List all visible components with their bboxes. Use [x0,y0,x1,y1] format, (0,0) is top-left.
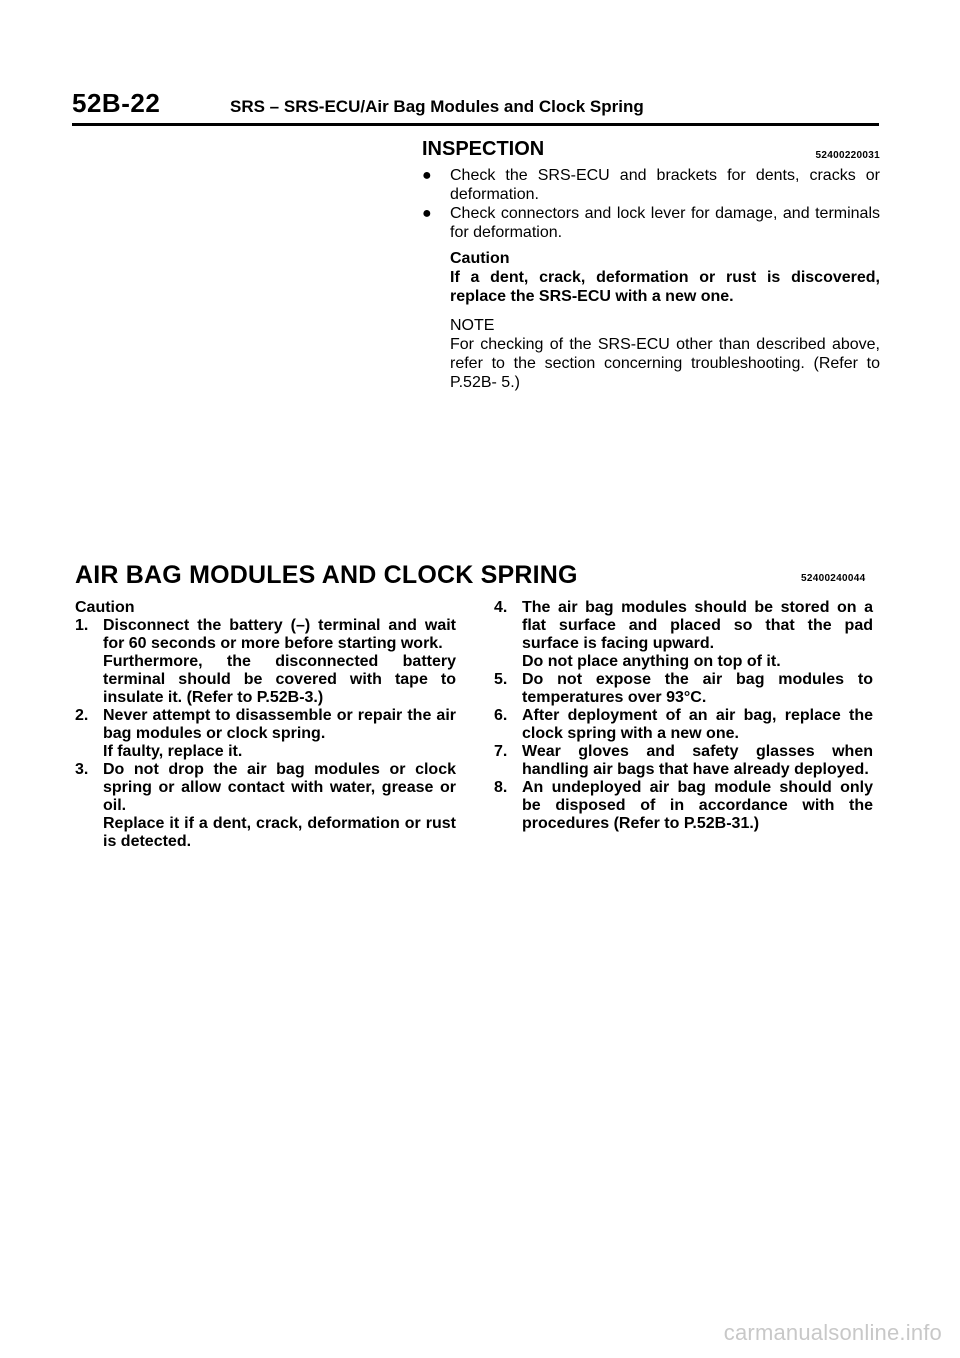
caution-item [494,707,873,743]
inspection-section [422,140,880,392]
caution-item-number: 2. [75,707,89,724]
caution-item [494,743,873,779]
caution-item-number: 3. [75,761,89,778]
caution-item-text: Do not expose the air bag modules to temperatures over 93°C. [522,671,873,706]
caution-item-number: 4. [494,599,508,616]
inspection-bullet [422,204,880,242]
caution-item-number: 8. [494,779,508,796]
caution-item-text: An undeployed air bag module should only be disposed of in accordance with the procedures (Refer to P.52B-31.) [522,779,873,832]
header-rule [72,123,879,126]
caution-item-subtext: If faulty, replace it. [103,743,243,760]
inspection-caution-block [422,249,880,392]
caution-item-subtext: Furthermore, the disconnected battery terminal should be covered with tape to insulate it. (Refer to P.52B-3.) [103,653,456,706]
inspection-heading [422,140,880,166]
caution-item-number: 5. [494,671,508,688]
inspection-caution-text: If a dent, crack, deformation or rust is discovered, replace the SRS-ECU with a new one. [450,269,880,305]
inspection-note-label: NOTE [450,317,495,334]
modules-title: AIR BAG MODULES AND CLOCK SPRING [75,561,578,589]
inspection-title: INSPECTION [422,138,545,160]
page-number: 52B-22 [72,88,161,118]
bullet-dot-icon: ● [422,167,432,184]
caution-item-text: The air bag modules should be stored on a flat surface and placed so that the pad surface is facing upward. [522,599,873,652]
inspection-bullet-text: Check the SRS-ECU and brackets for dents, cracks or deformation. [450,167,880,203]
caution-item-number: 6. [494,707,508,724]
caution-item-text: Never attempt to disassemble or repair the air bag modules or clock spring. [103,707,456,742]
modules-left-column [75,599,456,851]
caution-item [75,617,456,707]
caution-item [75,761,456,851]
inspection-note-text: For checking of the SRS-ECU other than described above, refer to the section concerning troubleshooting. (Refer to P.52B- 5.) [450,336,880,391]
modules-right-column [494,599,873,833]
inspection-code: 52400220031 [815,150,880,161]
caution-item-number: 7. [494,743,508,760]
caution-item-subtext: Replace it if a dent, crack, deformation or rust is detected. [103,815,456,850]
bullet-dot-icon: ● [422,205,432,222]
caution-item [494,779,873,833]
caution-item [494,671,873,707]
caution-item-subtext: Do not place anything on top of it. [522,653,781,670]
running-title: SRS – SRS-ECU/Air Bag Modules and Clock Spring [230,97,644,116]
caution-item-text: Disconnect the battery (–) terminal and wait for 60 seconds or more before starting work. [103,617,456,652]
inspection-bullet [422,166,880,204]
modules-caution-label: Caution [75,599,135,616]
inspection-caution-label: Caution [450,250,510,267]
watermark: carmanualsonline.info [723,1320,942,1345]
caution-item [75,707,456,761]
caution-item-number: 1. [75,617,89,634]
modules-code: 52400240044 [801,573,866,584]
inspection-bullet-text: Check connectors and lock lever for damage, and terminals for deformation. [450,205,880,241]
caution-item-text: After deployment of an air bag, replace the clock spring with a new one. [522,707,873,742]
caution-item [494,599,873,671]
caution-item-text: Wear gloves and safety glasses when handling air bags that have already deployed. [522,743,873,778]
caution-item-text: Do not drop the air bag modules or clock spring or allow contact with water, grease or oil. [103,761,456,814]
